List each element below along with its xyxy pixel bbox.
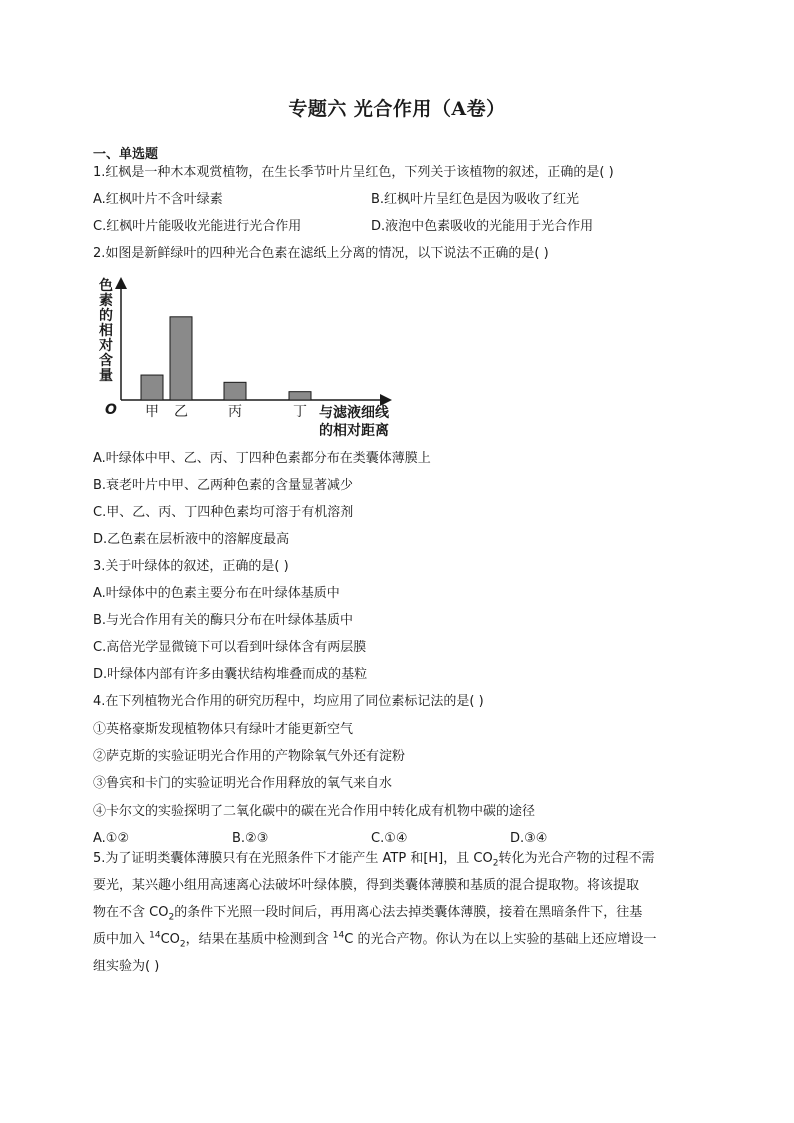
question-4-item-2: ②萨克斯的实验证明光合作用的产物除氧气外还有淀粉	[93, 749, 406, 764]
q5-text: CO	[160, 932, 180, 947]
y-axis-label-char: 的	[99, 308, 113, 324]
question-5-line-2: 要光，某兴趣小组用高速离心法破坏叶绿体膜，得到类囊体薄膜和基质的混合提取物。将该提取	[93, 878, 640, 893]
bar-4	[289, 392, 311, 400]
category-label-4: 丁	[293, 404, 307, 420]
bar-1	[141, 375, 163, 400]
y-axis-label-char: 相	[99, 323, 113, 339]
q5-text: 质中加入	[93, 932, 150, 947]
q5-subscript: 2	[492, 858, 499, 869]
y-axis-label-char: 对	[99, 338, 113, 354]
y-axis-label-char: 色	[99, 278, 113, 294]
question-1-stem: 1.红枫是一种木本观赏植物，在生长季节叶片呈红色，下列关于该植物的叙述，正确的是( )	[93, 165, 614, 180]
question-1-option-d: D.液泡中色素吸收的光能用于光合作用	[371, 219, 594, 234]
question-3-option-b: B.与光合作用有关的酶只分布在叶绿体基质中	[93, 613, 354, 628]
q5-text: 5.为了证明类囊体薄膜只有在光照条件下才能产生 ATP 和[H]，且 CO	[93, 851, 493, 866]
q5-text: ，结果在基质中检测到含	[185, 932, 333, 947]
question-2-option-c: C.甲、乙、丙、丁四种色素均可溶于有机溶剂	[93, 505, 354, 520]
question-2-option-a: A.叶绿体中甲、乙、丙、丁四种色素都分布在类囊体薄膜上	[93, 451, 431, 466]
question-4-option-b: B.②③	[232, 831, 269, 846]
bar-2	[170, 317, 192, 400]
bar-3	[224, 382, 246, 400]
question-1-option-a: A.红枫叶片不含叶绿素	[93, 192, 223, 207]
q5-text: C 的光合产物。你认为在以上实验的基础上还应增设一	[344, 932, 657, 947]
question-3-stem: 3.关于叶绿体的叙述，正确的是( )	[93, 559, 289, 574]
x-axis-label-line-1: 与滤液细线	[319, 405, 389, 421]
y-axis-label-char: 素	[99, 293, 113, 309]
page-title: 专题六 光合作用（A卷）	[288, 98, 506, 120]
question-2-stem: 2.如图是新鲜绿叶的四种光合色素在滤纸上分离的情况，以下说法不正确的是( )	[93, 246, 549, 261]
question-5-line-5: 组实验为( )	[93, 959, 160, 974]
question-1-option-b: B.红枫叶片呈红色是因为吸收了红光	[371, 192, 580, 207]
question-3-option-a: A.叶绿体中的色素主要分布在叶绿体基质中	[93, 586, 340, 601]
pigment-chart	[93, 276, 413, 446]
category-label-3: 丙	[228, 404, 242, 420]
question-5-line-1	[93, 850, 654, 868]
pigment-bar-chart	[93, 276, 413, 446]
q5-subscript: 2	[168, 912, 175, 923]
question-4-option-d: D.③④	[510, 831, 548, 846]
question-5-line-4	[93, 931, 656, 949]
question-4-item-3: ③鲁宾和卡门的实验证明光合作用释放的氧气来自水	[93, 776, 393, 791]
q5-text: 物在不含 CO	[93, 905, 169, 920]
origin-label: O	[105, 402, 117, 418]
q5-superscript: 14	[332, 930, 345, 941]
section-heading: 一、单选题	[93, 147, 159, 162]
category-label-2: 乙	[174, 404, 188, 420]
category-label-1: 甲	[145, 404, 159, 420]
q5-text: 的条件下光照一段时间后，再用离心法去掉类囊体薄膜，接着在黑暗条件下，往基	[174, 905, 643, 920]
q5-subscript: 2	[179, 939, 186, 950]
question-4-item-4: ④卡尔文的实验探明了二氧化碳中的碳在光合作用中转化成有机物中碳的途径	[93, 804, 536, 819]
x-axis-label-line-2: 的相对距离	[319, 423, 389, 439]
y-axis-label-char: 含	[99, 353, 113, 369]
question-3-option-d: D.叶绿体内部有许多由囊状结构堆叠而成的基粒	[93, 667, 368, 682]
question-4-option-a: A.①②	[93, 831, 130, 846]
question-4-option-c: C.①④	[371, 831, 408, 846]
question-1-option-c: C.红枫叶片能吸收光能进行光合作用	[93, 219, 302, 234]
q5-text: 转化为光合产物的过程不需	[498, 851, 655, 866]
question-5-line-3	[93, 904, 642, 922]
question-2-option-d: D.乙色素在层析液中的溶解度最高	[93, 532, 290, 547]
question-3-option-c: C.高倍光学显微镜下可以看到叶绿体含有两层膜	[93, 640, 367, 655]
y-axis-label-char: 量	[99, 368, 113, 384]
q5-superscript: 14	[149, 930, 161, 941]
question-4-item-1: ①英格豪斯发现植物体只有绿叶才能更新空气	[93, 722, 354, 737]
y-axis-label	[98, 277, 113, 384]
question-2-option-b: B.衰老叶片中甲、乙两种色素的含量显著减少	[93, 478, 354, 493]
question-4-stem: 4.在下列植物光合作用的研究历程中，均应用了同位素标记法的是( )	[93, 694, 484, 709]
